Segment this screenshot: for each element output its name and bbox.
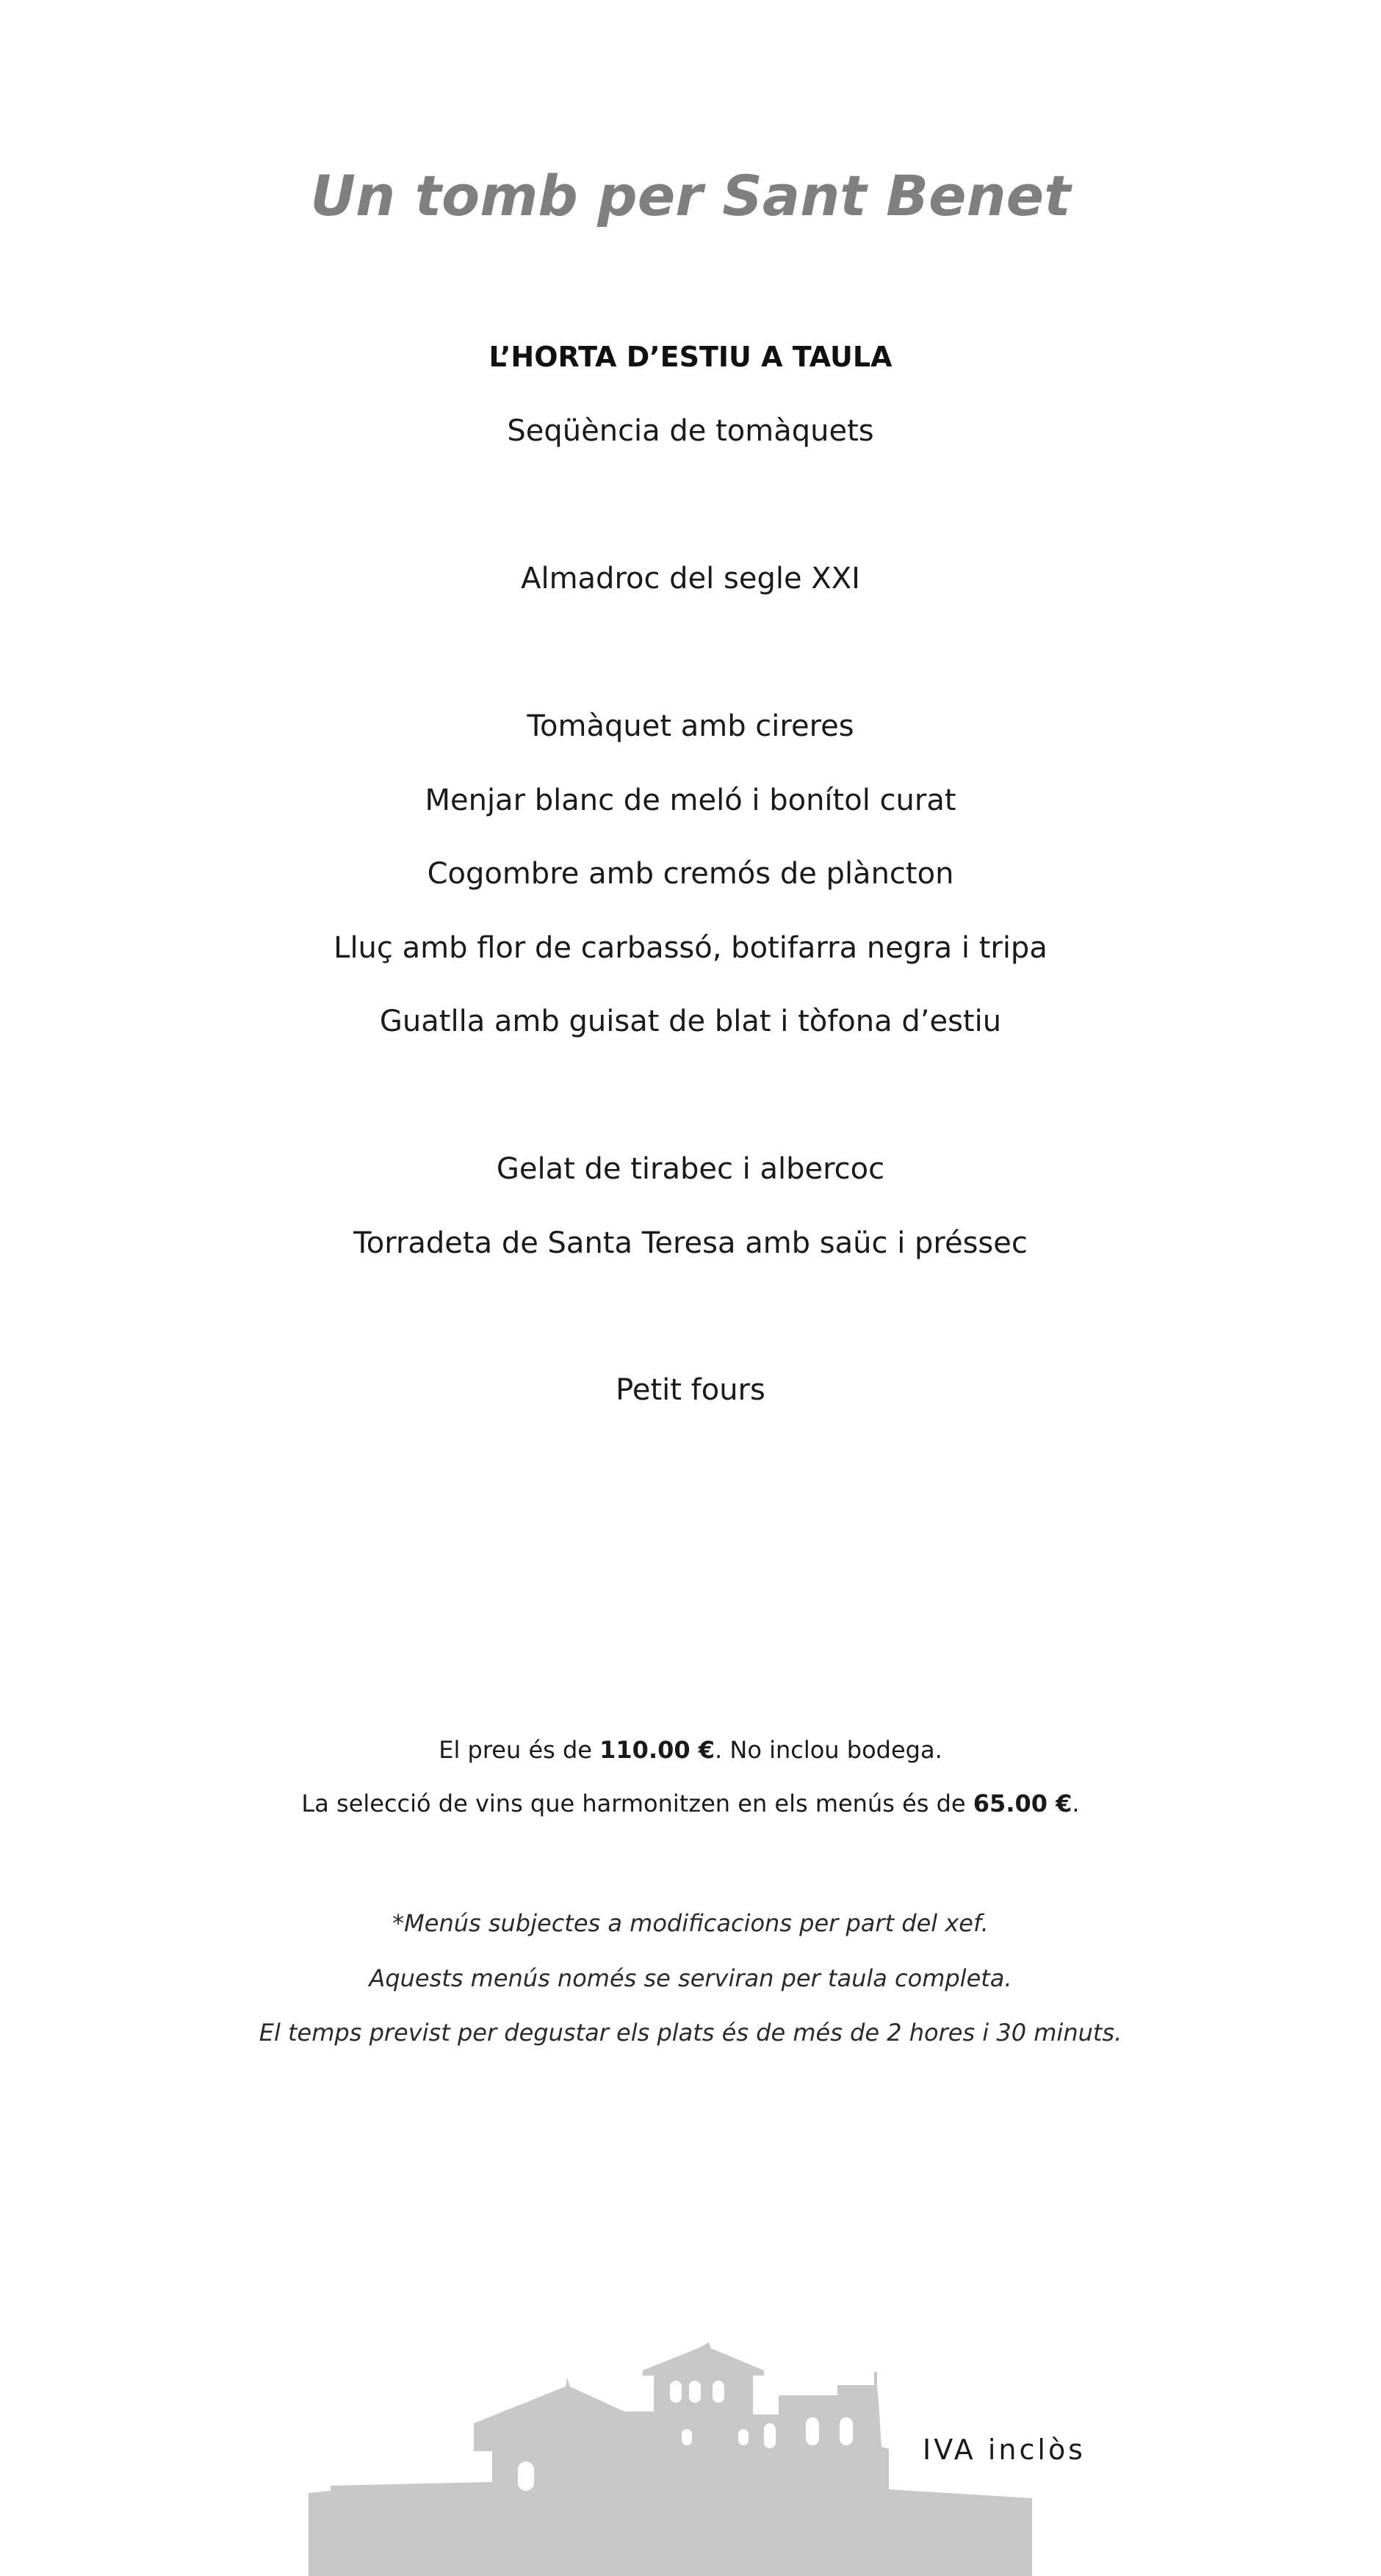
price-suffix: . No inclou bodega. <box>715 1736 942 1764</box>
dish-item: Petit fours <box>616 1373 765 1407</box>
wine-suffix: . <box>1072 1790 1080 1817</box>
dish-item: Menjar blanc de meló i bonítol curat <box>425 784 956 817</box>
dish-item: Guatlla amb guisat de blat i tòfona d’estiu <box>379 1005 1002 1038</box>
full-table-note: Aquests menús només se serviran per taula completa. <box>369 1964 1012 1992</box>
wine-pairing-line <box>0 1790 1381 1817</box>
price-prefix: El preu és de <box>439 1736 600 1764</box>
price-value: 110.00 € <box>599 1736 715 1764</box>
chef-modifications-note: *Menús subjectes a modificacions per part del xef. <box>392 1909 989 1937</box>
tax-note: IVA inclòs <box>923 2434 1086 2466</box>
dish-item: Seqüència de tomàquets <box>507 414 874 448</box>
dish-item: Almadroc del segle XXI <box>521 562 860 596</box>
wine-prefix: La selecció de vins que harmonitzen en els menús és de <box>301 1790 973 1817</box>
price-line <box>0 1736 1381 1764</box>
dish-item: Lluç amb flor de carbassó, botifarra negra i tripa <box>333 931 1048 965</box>
duration-note: El temps previst per degustar els plats és de més de 2 hores i 30 minuts. <box>259 2019 1122 2047</box>
wine-value: 65.00 € <box>973 1790 1072 1817</box>
section-heading: L’HORTA D’ESTIU A TAULA <box>488 341 893 373</box>
dish-item: Tomàquet amb cireres <box>527 709 854 743</box>
dish-item: Cogombre amb cremós de plàncton <box>427 857 954 891</box>
dish-item: Gelat de tirabec i albercoc <box>496 1152 885 1186</box>
menu-title: Un tomb per Sant Benet <box>310 163 1071 228</box>
dish-item: Torradeta de Santa Teresa amb saüc i préssec <box>353 1226 1028 1260</box>
